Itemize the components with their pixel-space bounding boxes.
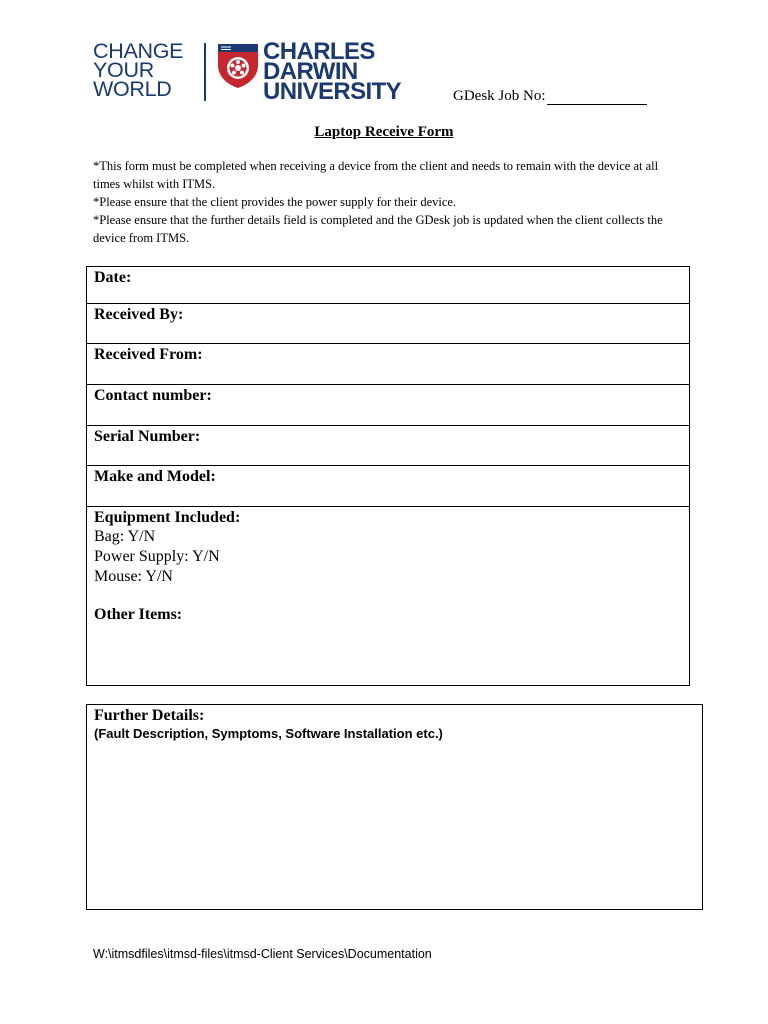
instructions	[93, 157, 683, 247]
document-path: W:\itmsdfiles\itmsd-files\itmsd-Client Services\Documentation	[93, 947, 432, 961]
other-items-label: Other Items:	[94, 606, 183, 623]
further-details-subtitle: (Fault Description, Symptoms, Software Installation etc.)	[94, 726, 443, 741]
serial-number-field[interactable]	[87, 426, 689, 466]
instruction-1: *This form must be completed when receiving a device from the client and needs to remain with the device at all times whilst with ITMS.	[93, 159, 659, 191]
date-label: Date:	[94, 269, 132, 286]
equipment-included-field[interactable]	[87, 507, 689, 685]
logo-divider	[204, 43, 206, 101]
receive-details-table	[86, 266, 690, 686]
slogan-line-2: YOUR	[93, 58, 154, 82]
received-by-label: Received By:	[94, 306, 184, 323]
date-field[interactable]	[87, 267, 689, 304]
instruction-3: *Please ensure that the further details field is completed and the GDesk job is updated when the client collects the device from ITMS.	[93, 213, 663, 245]
make-model-field[interactable]	[87, 466, 689, 507]
university-crest-icon	[217, 43, 259, 89]
contact-number-field[interactable]	[87, 385, 689, 426]
name-line-3: UNIVERSITY	[263, 78, 402, 105]
power-supply-option: Power Supply: Y/N	[94, 548, 220, 565]
logo-university-name	[263, 38, 402, 105]
further-details-title: Further Details:	[94, 707, 205, 724]
slogan-line-1: CHANGE	[93, 39, 184, 63]
received-from-field[interactable]	[87, 344, 689, 385]
instruction-2: *Please ensure that the client provides the power supply for their device.	[93, 195, 457, 209]
mouse-option: Mouse: Y/N	[94, 568, 173, 585]
name-line-1: CHARLES	[263, 38, 375, 65]
form-title: Laptop Receive Form	[314, 124, 454, 140]
further-details-box[interactable]	[86, 704, 703, 910]
contact-number-label: Contact number:	[94, 387, 212, 404]
make-model-label: Make and Model:	[94, 468, 216, 485]
equipment-included-label: Equipment Included:	[94, 509, 241, 526]
received-by-field[interactable]	[87, 304, 689, 344]
name-line-2: DARWIN	[263, 58, 358, 85]
gdesk-label: GDesk Job No:	[453, 88, 546, 104]
received-from-label: Received From:	[94, 346, 203, 363]
serial-number-label: Serial Number:	[94, 428, 201, 445]
logo-slogan	[93, 39, 184, 101]
gdesk-blank-line[interactable]	[547, 90, 647, 105]
gdesk-job-field[interactable]	[453, 88, 647, 105]
slogan-line-3: WORLD	[93, 77, 172, 101]
bag-option: Bag: Y/N	[94, 528, 156, 545]
